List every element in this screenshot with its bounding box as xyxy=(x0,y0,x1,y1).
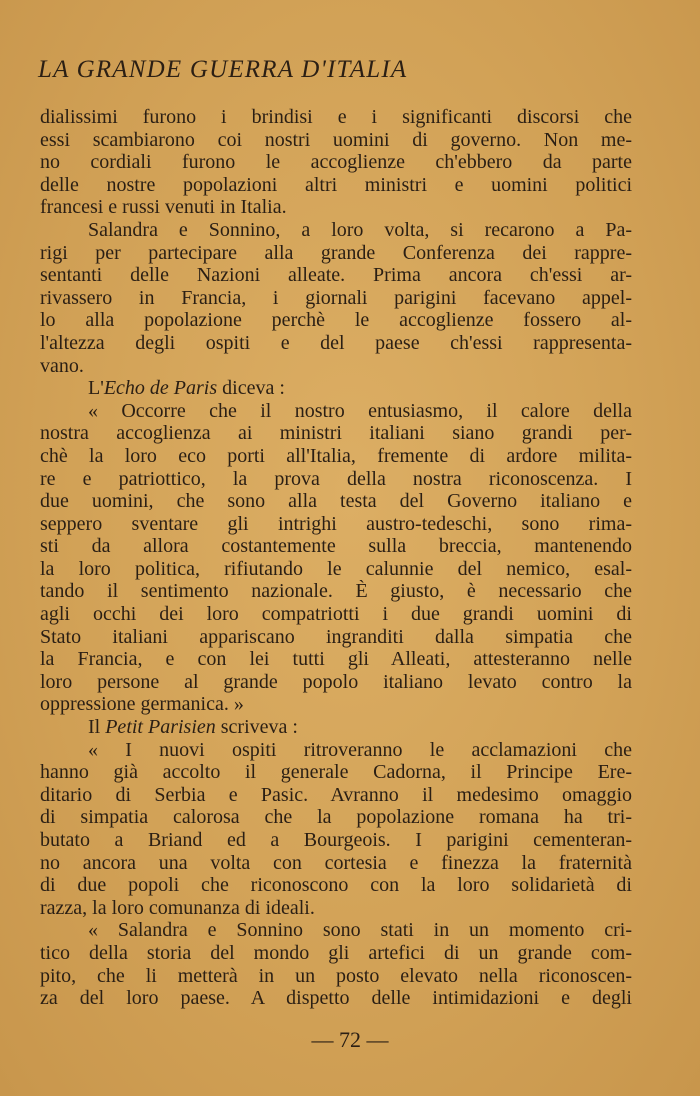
text-line: rivassero in Francia, i giornali parigini facevano appel- xyxy=(40,286,632,309)
newspaper-title: Petit Parisien xyxy=(105,716,216,739)
text-line: di simpatia calorosa che la popolazione romana ha tri- xyxy=(40,806,632,829)
newspaper-title: Echo de Paris xyxy=(103,377,218,400)
text-line: Il Petit Parisien scriveva : xyxy=(88,716,298,739)
text-line: sti da allora costantemente sulla breccia, mantenendo xyxy=(40,535,632,558)
text-line: no ancora una volta con cortesia e finezza la fraternità xyxy=(40,851,632,874)
text-line: « Salandra e Sonnino sono stati in un momento cri- xyxy=(88,919,632,942)
text-line: hanno già accolto il generale Cadorna, il Principe Ere- xyxy=(40,761,632,784)
text-line: chè la loro eco porti all'Italia, fremente di ardore milita- xyxy=(40,444,632,467)
text-line: due uomini, che sono alla testa del Governo italiano e xyxy=(40,490,632,513)
text-line: razza, la loro comunanza di ideali. xyxy=(40,896,315,919)
text-line: delle nostre popolazioni altri ministri e uomini politici xyxy=(40,173,632,196)
page-number: — 72 — xyxy=(311,1027,389,1052)
text-line: ditario di Serbia e Pasic. Avranno il medesimo omaggio xyxy=(40,783,632,806)
text-line: Stato italiani appariscano ingranditi dalla simpatia che xyxy=(40,625,632,648)
text-line: « Occorre che il nostro entusiasmo, il calore della xyxy=(88,399,632,422)
text-line: la loro politica, rifiutando le calunnie del nemico, esal- xyxy=(40,557,632,580)
text-line: essi scambiarono coi nostri uomini di governo. Non me- xyxy=(40,128,632,151)
text-line: nostra accoglienza ai ministri italiani siano grandi per- xyxy=(40,422,632,445)
text-line: tando il sentimento nazionale. È giusto, è necessario che xyxy=(40,580,632,603)
text-line: tico della storia del mondo gli artefici di un grande com- xyxy=(40,941,632,964)
text-line: rigi per partecipare alla grande Conferenza dei rappre- xyxy=(40,241,632,264)
text-line: di due popoli che riconoscono con la loro solidarietà di xyxy=(40,874,632,897)
text-line: vano. xyxy=(40,354,84,377)
text-line: loro persone al grande popolo italiano levato contro la xyxy=(40,670,632,693)
text-line: butato a Briand ed a Bourgeois. I parigini cementeran- xyxy=(40,829,632,851)
text-line: francesi e russi venuti in Italia. xyxy=(40,196,287,219)
text-line: za del loro paese. A dispetto delle intimidazioni e degli xyxy=(40,987,632,1010)
text-line: agli occhi dei loro compatriotti i due grandi uomini di xyxy=(40,603,632,626)
text-line: dialissimi furono i brindisi e i significanti discorsi che xyxy=(40,106,632,128)
body-text xyxy=(40,106,632,1010)
text-line: seppero sventare gli intrighi austro-tedeschi, sono rima- xyxy=(40,512,632,535)
text-line: L'Echo de Paris diceva : xyxy=(88,377,285,400)
text-line: re e patriottico, la prova della nostra riconoscenza. I xyxy=(40,467,632,490)
text-line: oppressione germanica. » xyxy=(40,693,244,716)
running-head: LA GRANDE GUERRA D'ITALIA xyxy=(38,56,408,83)
text-line: sentanti delle Nazioni alleate. Prima ancora ch'essi ar- xyxy=(40,264,632,287)
text-line: la Francia, e con lei tutti gli Alleati, attesteranno nelle xyxy=(40,648,632,671)
text-line: l'altezza degli ospiti e del paese ch'essi rappresenta- xyxy=(40,331,632,354)
text-line: lo alla popolazione perchè le accoglienze fossero al- xyxy=(40,309,632,332)
text-line: no cordiali furono le accoglienze ch'ebbero da parte xyxy=(40,151,632,174)
text-line: pito, che li metterà in un posto elevato nella riconoscen- xyxy=(40,964,632,987)
text-line: « I nuovi ospiti ritroveranno le acclamazioni che xyxy=(88,738,632,761)
text-line: Salandra e Sonnino, a loro volta, si recarono a Pa- xyxy=(88,218,632,241)
